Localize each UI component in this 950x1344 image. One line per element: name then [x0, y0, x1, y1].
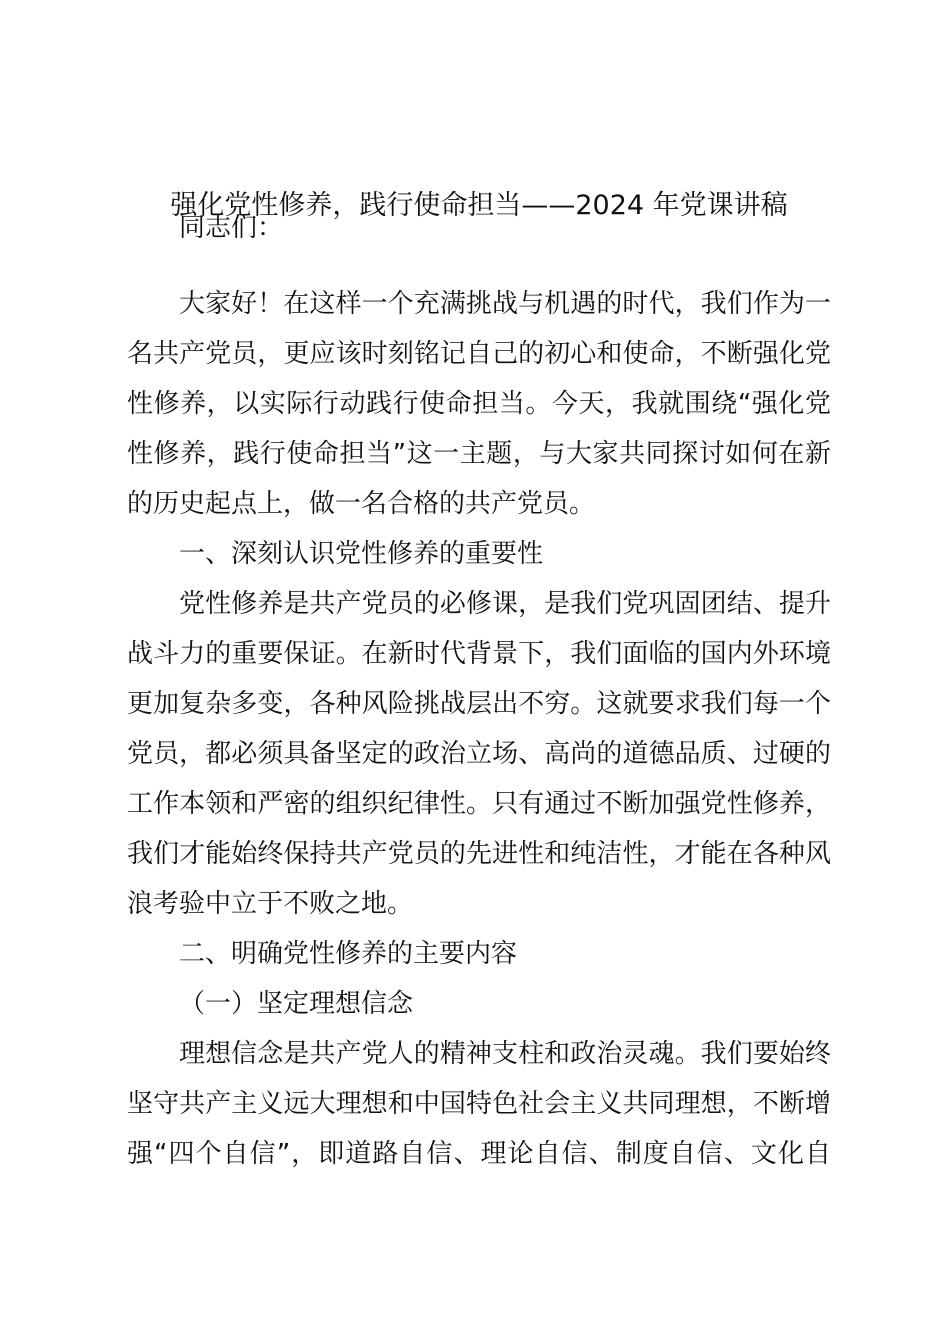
text-line: 我们才能始终保持共产党员的先进性和纯洁性，才能在各种风: [127, 839, 831, 869]
text-line: 浪考验中立于不败之地。: [127, 889, 414, 919]
salutation: 同志们：: [179, 213, 284, 243]
section-heading: 一、深刻认识党性修养的重要性: [179, 539, 544, 569]
text-line: 工作本领和严密的组织纪律性。只有通过不断加强党性修养，: [127, 789, 831, 819]
text-line: 强“四个自信”，即道路自信、理论自信、制度自信、文化自: [127, 1139, 831, 1169]
document-title: 强化党性修养，践行使命担当——2024 年党课讲稿: [170, 190, 788, 221]
text-line: 党员，都必须具备坚定的政治立场、高尚的道德品质、过硬的: [127, 739, 831, 769]
text-line: 性修养，践行使命担当”这一主题，与大家共同探讨如何在新: [127, 439, 831, 469]
text-line: 理想信念是共产党人的精神支柱和政治灵魂。我们要始终: [179, 1039, 831, 1069]
text-line: 大家好！在这样一个充满挑战与机遇的时代，我们作为一: [179, 289, 831, 319]
text-line: 的历史起点上，做一名合格的共产党员。: [127, 489, 596, 519]
text-line: 更加复杂多变，各种风险挑战层出不穷。这就要求我们每一个: [127, 689, 831, 719]
text-line: 党性修养是共产党员的必修课，是我们党巩固团结、提升: [179, 589, 831, 619]
text-line: 性修养，以实际行动践行使命担当。今天，我就围绕“强化党: [127, 389, 831, 419]
text-line: 战斗力的重要保证。在新时代背景下，我们面临的国内外环境: [127, 639, 831, 669]
subsection-heading: （一）坚定理想信念: [179, 989, 414, 1019]
text-line: 名共产党员，更应该时刻铭记自己的初心和使命，不断强化党: [127, 339, 831, 369]
section-heading: 二、明确党性修养的主要内容: [179, 939, 518, 969]
text-line: 坚守共产主义远大理想和中国特色社会主义共同理想，不断增: [127, 1089, 831, 1119]
